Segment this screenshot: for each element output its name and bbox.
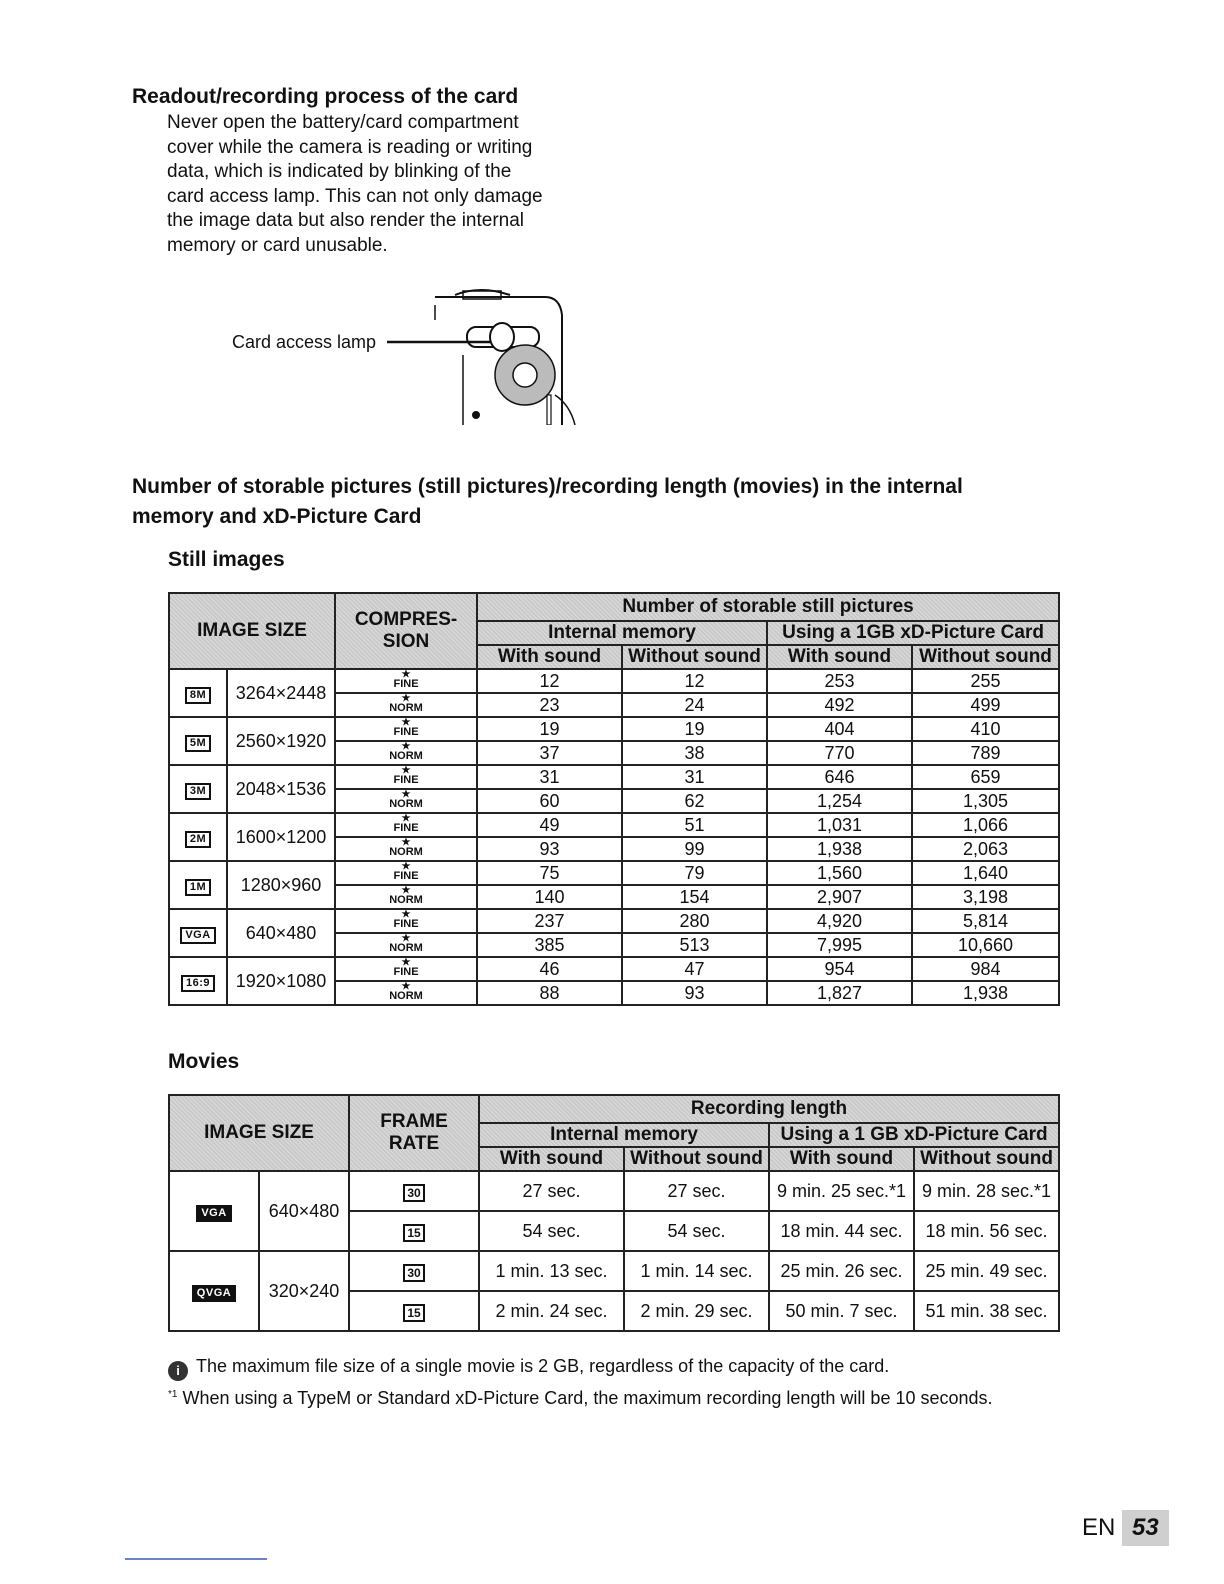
count-cell: 140 (477, 885, 622, 909)
fine-quality-icon: ★ FINE (393, 860, 419, 882)
table-row (169, 909, 1059, 933)
still-images-table (168, 592, 1060, 1006)
header-internal-memory: Internal memory (479, 1123, 769, 1147)
count-cell: 280 (622, 909, 767, 933)
frame-rate-cell (349, 1291, 479, 1331)
image-size-icon: 3M (185, 783, 211, 800)
compression-cell (335, 837, 477, 861)
recording-length-cell: 25 min. 26 sec. (769, 1251, 914, 1291)
fine-quality-icon: ★ FINE (393, 764, 419, 786)
image-size-icon: 5M (185, 735, 211, 752)
footnote (168, 1388, 993, 1409)
image-size-value: 1280×960 (227, 861, 335, 909)
recording-length-cell: 2 min. 29 sec. (624, 1291, 769, 1331)
header-xd-card: Using a 1GB xD-Picture Card (767, 621, 1059, 645)
recording-length-cell: 9 min. 25 sec.*1 (769, 1171, 914, 1211)
recording-length-cell: 25 min. 49 sec. (914, 1251, 1059, 1291)
compression-cell (335, 933, 477, 957)
normal-quality-icon: ★ NORM (389, 980, 423, 1002)
frame-rate-icon: 30 (403, 1264, 424, 1282)
footnote-mark: *1 (168, 1389, 178, 1400)
count-cell: 49 (477, 813, 622, 837)
frame-rate-icon: 30 (403, 1184, 424, 1202)
count-cell: 62 (622, 789, 767, 813)
fine-quality-icon: ★ FINE (393, 668, 419, 690)
table-row (169, 717, 1059, 741)
readout-body: Never open the battery/card compartment cover while the camera is reading or writing data, which is indicated by blinking of the card access lamp. This can not only damage the image data but also render the internal memory or card unusable. (167, 112, 543, 256)
table-row (169, 957, 1059, 981)
count-cell: 31 (622, 765, 767, 789)
header-image-size: IMAGE SIZE (169, 1095, 349, 1171)
count-cell: 46 (477, 957, 622, 981)
compression-cell (335, 741, 477, 765)
page-footer (1082, 1510, 1169, 1546)
storable-heading-line1: Number of storable pictures (still pictures)/recording length (movies) in the internal (132, 475, 963, 498)
image-size-value: 640×480 (259, 1171, 349, 1251)
movies-title: Movies (168, 1050, 240, 1073)
count-cell: 410 (912, 717, 1059, 741)
count-cell: 984 (912, 957, 1059, 981)
count-cell: 154 (622, 885, 767, 909)
image-size-icon-cell (169, 1251, 259, 1331)
count-cell: 385 (477, 933, 622, 957)
image-size-value: 2048×1536 (227, 765, 335, 813)
count-cell: 19 (622, 717, 767, 741)
recording-length-cell: 54 sec. (624, 1211, 769, 1251)
count-cell: 31 (477, 765, 622, 789)
image-size-icon-cell (169, 765, 227, 813)
header-with-sound: With sound (769, 1147, 914, 1171)
header-number-storable: Number of storable still pictures (477, 593, 1059, 621)
compression-cell (335, 813, 477, 837)
count-cell: 237 (477, 909, 622, 933)
recording-length-cell: 9 min. 28 sec.*1 (914, 1171, 1059, 1211)
divider (125, 1558, 267, 1560)
recording-length-cell: 27 sec. (479, 1171, 624, 1211)
table-row (169, 813, 1059, 837)
fine-quality-icon: ★ FINE (393, 716, 419, 738)
footnote-text: When using a TypeM or Standard xD-Picture Card, the maximum recording length will be 10 seconds. (182, 1388, 993, 1408)
count-cell: 93 (477, 837, 622, 861)
still-images-title: Still images (168, 548, 285, 571)
count-cell: 954 (767, 957, 912, 981)
language-label: EN (1082, 1514, 1116, 1541)
image-size-value: 2560×1920 (227, 717, 335, 765)
fine-quality-icon: ★ FINE (393, 812, 419, 834)
header-without-sound: Without sound (912, 645, 1059, 669)
frame-rate-cell (349, 1171, 479, 1211)
info-icon: i (168, 1361, 188, 1381)
normal-quality-icon: ★ NORM (389, 836, 423, 858)
count-cell: 499 (912, 693, 1059, 717)
count-cell: 1,938 (767, 837, 912, 861)
header-recording-length: Recording length (479, 1095, 1059, 1123)
recording-length-cell: 51 min. 38 sec. (914, 1291, 1059, 1331)
count-cell: 37 (477, 741, 622, 765)
header-with-sound: With sound (767, 645, 912, 669)
compression-cell (335, 693, 477, 717)
count-cell: 5,814 (912, 909, 1059, 933)
image-size-icon-cell (169, 669, 227, 717)
count-cell: 23 (477, 693, 622, 717)
info-note (168, 1356, 889, 1381)
count-cell: 75 (477, 861, 622, 885)
image-size-value: 1920×1080 (227, 957, 335, 1005)
table-row (169, 669, 1059, 693)
compression-cell (335, 717, 477, 741)
recording-length-cell: 1 min. 14 sec. (624, 1251, 769, 1291)
count-cell: 19 (477, 717, 622, 741)
image-size-icon: 1M (185, 879, 211, 896)
count-cell: 1,254 (767, 789, 912, 813)
count-cell: 1,640 (912, 861, 1059, 885)
recording-length-cell: 27 sec. (624, 1171, 769, 1211)
table-row (169, 765, 1059, 789)
image-size-icon: VGA (196, 1205, 231, 1222)
image-size-value: 320×240 (259, 1251, 349, 1331)
image-size-icon-cell (169, 909, 227, 957)
compression-cell (335, 981, 477, 1005)
compression-cell (335, 957, 477, 981)
table-row (169, 861, 1059, 885)
table-row (169, 1251, 1059, 1291)
recording-length-cell: 1 min. 13 sec. (479, 1251, 624, 1291)
readout-heading: Readout/recording process of the card (132, 85, 519, 108)
count-cell: 1,066 (912, 813, 1059, 837)
image-size-icon-cell (169, 861, 227, 909)
compression-cell (335, 765, 477, 789)
count-cell: 3,198 (912, 885, 1059, 909)
count-cell: 4,920 (767, 909, 912, 933)
count-cell: 99 (622, 837, 767, 861)
image-size-icon: VGA (180, 927, 215, 944)
image-size-icon: 16:9 (181, 975, 215, 992)
recording-length-cell: 50 min. 7 sec. (769, 1291, 914, 1331)
recording-length-cell: 54 sec. (479, 1211, 624, 1251)
count-cell: 646 (767, 765, 912, 789)
image-size-value: 640×480 (227, 909, 335, 957)
camera-diagram (385, 285, 580, 425)
normal-quality-icon: ★ NORM (389, 788, 423, 810)
image-size-icon-cell (169, 1171, 259, 1251)
header-without-sound: Without sound (914, 1147, 1059, 1171)
header-compression: COMPRES- SION (335, 593, 477, 669)
recording-length-cell: 18 min. 44 sec. (769, 1211, 914, 1251)
count-cell: 513 (622, 933, 767, 957)
normal-quality-icon: ★ NORM (389, 932, 423, 954)
count-cell: 47 (622, 957, 767, 981)
page-number: 53 (1122, 1510, 1169, 1546)
compression-cell (335, 885, 477, 909)
count-cell: 38 (622, 741, 767, 765)
count-cell: 88 (477, 981, 622, 1005)
image-size-icon-cell (169, 717, 227, 765)
header-without-sound: Without sound (622, 645, 767, 669)
header-image-size: IMAGE SIZE (169, 593, 335, 669)
header-xd-card: Using a 1 GB xD-Picture Card (769, 1123, 1059, 1147)
count-cell: 24 (622, 693, 767, 717)
normal-quality-icon: ★ NORM (389, 740, 423, 762)
count-cell: 12 (477, 669, 622, 693)
image-size-icon: 8M (185, 687, 211, 704)
count-cell: 79 (622, 861, 767, 885)
image-size-value: 1600×1200 (227, 813, 335, 861)
image-size-icon: QVGA (192, 1285, 236, 1302)
compression-cell (335, 669, 477, 693)
storable-heading-line2: memory and xD-Picture Card (132, 505, 422, 528)
count-cell: 1,305 (912, 789, 1059, 813)
compression-cell (335, 909, 477, 933)
image-size-value: 3264×2448 (227, 669, 335, 717)
normal-quality-icon: ★ NORM (389, 692, 423, 714)
count-cell: 789 (912, 741, 1059, 765)
info-note-text: The maximum file size of a single movie is 2 GB, regardless of the capacity of the card. (196, 1356, 890, 1376)
count-cell: 51 (622, 813, 767, 837)
frame-rate-cell (349, 1251, 479, 1291)
card-access-lamp-label: Card access lamp (232, 332, 377, 352)
count-cell: 253 (767, 669, 912, 693)
header-internal-memory: Internal memory (477, 621, 767, 645)
count-cell: 1,938 (912, 981, 1059, 1005)
compression-cell (335, 789, 477, 813)
header-without-sound: Without sound (624, 1147, 769, 1171)
movies-table (168, 1094, 1060, 1332)
count-cell: 770 (767, 741, 912, 765)
count-cell: 492 (767, 693, 912, 717)
count-cell: 7,995 (767, 933, 912, 957)
frame-rate-cell (349, 1211, 479, 1251)
header-frame-rate: FRAME RATE (349, 1095, 479, 1171)
count-cell: 93 (622, 981, 767, 1005)
count-cell: 10,660 (912, 933, 1059, 957)
image-size-icon-cell (169, 813, 227, 861)
table-row (169, 1171, 1059, 1211)
header-with-sound: With sound (477, 645, 622, 669)
count-cell: 2,063 (912, 837, 1059, 861)
count-cell: 1,031 (767, 813, 912, 837)
recording-length-cell: 18 min. 56 sec. (914, 1211, 1059, 1251)
image-size-icon: 2M (185, 831, 211, 848)
header-with-sound: With sound (479, 1147, 624, 1171)
count-cell: 659 (912, 765, 1059, 789)
image-size-icon-cell (169, 957, 227, 1005)
normal-quality-icon: ★ NORM (389, 884, 423, 906)
count-cell: 404 (767, 717, 912, 741)
count-cell: 2,907 (767, 885, 912, 909)
fine-quality-icon: ★ FINE (393, 956, 419, 978)
count-cell: 12 (622, 669, 767, 693)
recording-length-cell: 2 min. 24 sec. (479, 1291, 624, 1331)
count-cell: 1,560 (767, 861, 912, 885)
count-cell: 1,827 (767, 981, 912, 1005)
frame-rate-icon: 15 (403, 1224, 424, 1242)
frame-rate-icon: 15 (403, 1304, 424, 1322)
count-cell: 255 (912, 669, 1059, 693)
count-cell: 60 (477, 789, 622, 813)
compression-cell (335, 861, 477, 885)
fine-quality-icon: ★ FINE (393, 908, 419, 930)
